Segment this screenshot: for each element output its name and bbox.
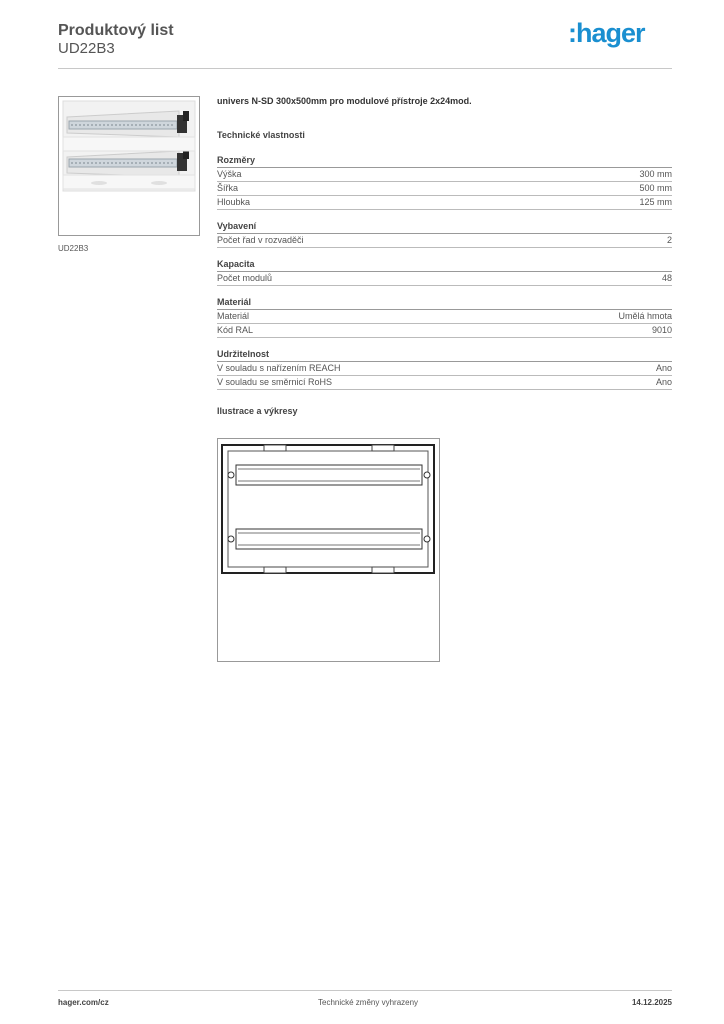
illustrations-heading: Ilustrace a výkresy (217, 406, 298, 416)
spec-label: Materiál (217, 311, 250, 321)
group-material (217, 297, 672, 338)
footer-notice: Technické změny vyhrazeny (318, 998, 419, 1007)
group-title: Vybavení (217, 221, 672, 234)
group-sustainability (217, 349, 672, 390)
spec-label: Počet řad v rozvaděči (217, 235, 304, 245)
technical-drawing (217, 438, 440, 662)
spec-label: V souladu se směrnicí RoHS (217, 377, 333, 387)
spec-value: Ano (655, 377, 672, 387)
technical-drawing-image (218, 439, 439, 661)
spec-label: Výška (217, 169, 242, 179)
spec-value: 125 mm (639, 197, 672, 207)
spec-value: 48 (661, 273, 672, 283)
spec-label: Počet modulů (217, 273, 273, 283)
product-description: univers N-SD 300x500mm pro modulové přístroje 2x24mod. (217, 96, 472, 106)
group-title: Udržitelnost (217, 349, 672, 362)
spec-row (217, 272, 672, 286)
footer-website: hager.com/cz (58, 998, 109, 1007)
hager-logo: :hager (568, 18, 645, 48)
spec-value: 300 mm (639, 169, 672, 179)
spec-label: Kód RAL (217, 325, 254, 335)
group-equipment (217, 221, 672, 248)
footer-date: 14.12.2025 (631, 998, 672, 1007)
group-title: Rozměry (217, 155, 672, 168)
spec-value: 500 mm (639, 183, 672, 193)
spec-label: Hloubka (217, 197, 251, 207)
product-code: UD22B3 (58, 40, 115, 57)
product-photo (58, 96, 200, 236)
technical-properties-heading: Technické vlastnosti (217, 130, 305, 140)
spec-value: 2 (666, 235, 672, 245)
product-photo-image (59, 97, 199, 235)
spec-value: Ano (655, 363, 672, 373)
group-title: Materiál (217, 297, 672, 310)
spec-value: Umělá hmota (618, 311, 672, 321)
group-title: Kapacita (217, 259, 672, 272)
spec-row (217, 196, 672, 210)
spec-row (217, 310, 672, 324)
spec-row (217, 362, 672, 376)
spec-row (217, 182, 672, 196)
footer-divider (58, 990, 672, 991)
header-divider (58, 68, 672, 69)
document-title: Produktový list (58, 22, 174, 39)
photo-caption: UD22B3 (58, 244, 89, 253)
spec-label: Šířka (217, 183, 239, 193)
spec-label: V souladu s nařízením REACH (217, 363, 341, 373)
spec-row (217, 376, 672, 390)
spec-row (217, 168, 672, 182)
spec-row (217, 234, 672, 248)
spec-row (217, 324, 672, 338)
spec-value: 9010 (651, 325, 672, 335)
group-capacity (217, 259, 672, 286)
group-dimensions (217, 155, 672, 210)
product-details (217, 96, 672, 420)
